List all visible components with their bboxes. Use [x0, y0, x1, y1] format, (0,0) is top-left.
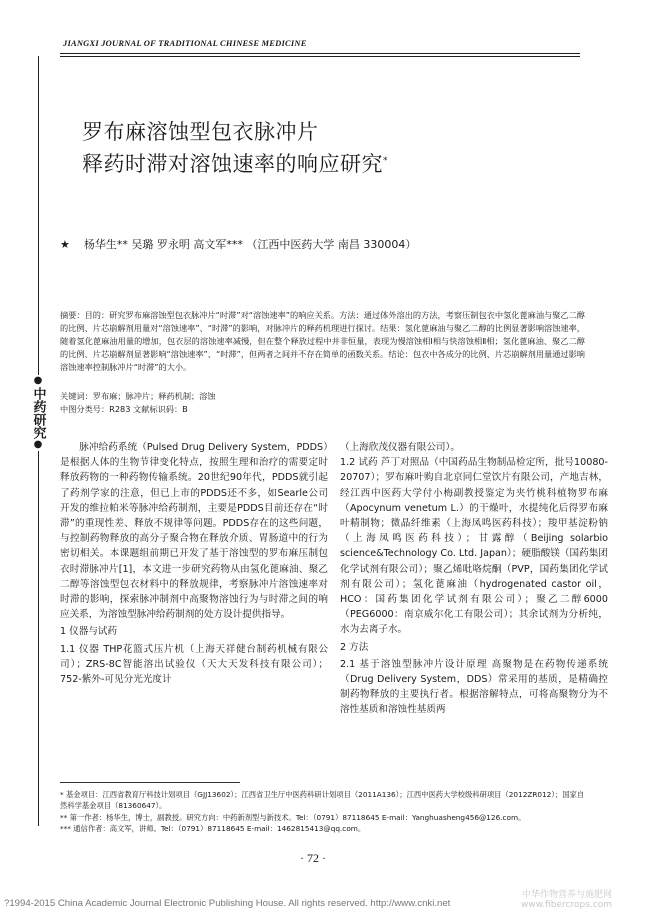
footnotes	[60, 789, 590, 835]
authors-line	[60, 236, 416, 252]
article-title-line-1: 罗布麻溶蚀型包衣脉冲片	[82, 120, 319, 144]
footnote-corresponding-author: *** 通信作者：高文军，讲师。Tel：（0791）87118645 E-mail：1462815413@qq.com。	[60, 824, 366, 834]
watermark-line-2: www.fibercrops.com	[521, 900, 612, 910]
journal-header: JIANGXI JOURNAL OF TRADITIONAL CHINESE MEDICINE	[63, 38, 307, 48]
side-dot-top: ●	[33, 375, 43, 386]
watermark-line-1: 中华作物营养与施肥网	[521, 890, 612, 900]
section-heading: 1 仪器与试药	[60, 626, 118, 638]
title-footnote-mark: *	[383, 156, 388, 166]
section-heading: 2 方法	[340, 641, 369, 653]
keywords: 关键词：罗布麻；脉冲片；释药机制；溶蚀	[60, 391, 216, 401]
authors-affiliation: 杨华生** 吴璐 罗永明 高文军*** （江西中医药大学 南昌 330004）	[83, 238, 417, 251]
classification-codes: 中图分类号：R283 文献标识码：B	[60, 404, 188, 414]
abstract: 摘要：目的：研究罗布麻溶蚀型包衣脉冲片“时滞”对“溶蚀速率”的响应关系。方法：通过体外溶出的方法，考察压制包衣中氢化蓖麻油与聚乙二醇的比例、片芯崩解剂用量对“溶蚀速率”、“时滞”的影响，对脉冲片的释药机理进行探讨。结果：氢化蓖麻油与聚乙二醇的比例显著影响溶蚀速率，随着氢化蓖麻油用量的增加，包衣层的溶蚀速率减慢，但在整个释放过程中并非恒量，表现为慢溶蚀相Ⅰ相与快溶蚀相Ⅱ相；氢化蓖麻油、聚乙二醇的比例、片芯崩解剂显著影响“溶蚀速率”、“时滞”，但两者之间并不存在简单的函数关系。结论：包衣中各成分的比例、片芯崩解剂用量通过影响溶蚀速率控制脉冲片“时滞”的大小。	[60, 310, 585, 373]
watermark	[521, 890, 612, 910]
page-number: · 72 ·	[300, 851, 326, 865]
star-icon: ★	[60, 238, 70, 251]
body-paragraph: 2.1 基于溶蚀型脉冲片设计原理 高聚物是在药物传递系统（Drug Delivery System，DDS）常采用的基质，是精确控制药物释放的主要执行者。根据溶解特点，可将高聚物分为不溶性基质和溶蚀性基质两	[340, 658, 608, 716]
header-rule-double	[60, 56, 580, 57]
article-title-line-2-text: 释药时滞对溶蚀速率的响应研究	[82, 152, 383, 176]
body-column-right	[340, 440, 608, 718]
header-rule	[60, 53, 580, 54]
copyright-notice: ?1994-2015 China Academic Journal Electronic Publishing House. All rights reserved. http://www.cnki.net	[4, 898, 451, 909]
footnote-rule	[60, 782, 240, 783]
article-title-line-2	[82, 148, 388, 178]
body-paragraph: 1.2 试药 芦丁对照品（中国药品生物制品检定所，批号10080-20707）；罗布麻叶购自北京同仁堂饮片有限公司，产地吉林，经江西中医药大学付小梅副教授鉴定为夹竹桃科植物罗布麻（Apocynum venetum L.）的干燥叶，水提纯化后得罗布麻叶精制物；微晶纤维素（上海凤鸣医药科技）；羧甲基淀粉钠（上海凤鸣医药科技）；甘露醇（Beijing solarbio science&Technology Co. Ltd. Japan）；硬脂酸镁（国药集团化学试剂有限公司）；聚乙烯吡咯烷酮（PVP，国药集团化学试剂有限公司）；氢化蓖麻油（hydrogenated castor oil，HCO：国药集团化学试剂有限公司）；聚乙二醇6000（PEG6000：南京威尔化工有限公司）；其余试剂为分析纯，水为去离子水。	[340, 457, 608, 636]
body-paragraph: 脉冲给药系统（Pulsed Drug Delivery System，PDDS）是根据人体的生物节律变化特点，按照生理和治疗的需要定时释放药物的一种药物传输系统。20世纪90年代，PDDS就引起了药剂学家的注意，但已上市的PDDS还不多，如Searle公司开发的维拉帕米等脉冲给药制剂，主要是PDDS目前还存在“时滞”的重现性差、释放不规律等问题。PDDS存在的这些问题，与控制药物释放的高分子聚合物在释放介质、胃肠道中的行为密切相关。本课题组前期已开发了基于溶蚀型的罗布麻压制包衣时滞脉冲片[1]，本文进一步研究药物从由氢化蓖麻油、聚乙二醇等溶蚀型包衣材料中的释放规律，考察脉冲片溶蚀速率对时滞的影响，探索脉冲制剂中高聚物溶蚀行为与时滞之间的响应关系，为溶蚀型脉冲给药制剂的处方设计提供指导。	[60, 442, 328, 621]
body-column-left	[60, 440, 328, 687]
side-dot-bottom: ●	[33, 439, 43, 450]
body-paragraph: 1.1 仪器 THP花篮式压片机（上海天祥健台制药机械有限公司）；ZRS-8C智能溶出试验仪（天大天发科技有限公司）；752-紫外-可见分光光度计	[60, 643, 328, 686]
side-label-text: 中药研究	[30, 387, 46, 439]
body-paragraph: （上海欣茂仪器有限公司）。	[340, 442, 460, 453]
footnote-funding: * 基金项目：江西省教育厅科技计划项目（GJJ13602）；江西省卫生厅中医药科研计划项目（2011A136）；江西中医药大学校级科研项目（2012ZR012）；国家自然科学基金项目（81360647）。	[60, 790, 585, 811]
footnote-first-author: ** 第一作者：杨华生，博士，副教授。研究方向：中药新剂型与新技术。Tel：（0791）87118645 E-mail：Yanghuasheng456@126.com。	[60, 812, 526, 822]
section-side-label	[28, 375, 48, 451]
